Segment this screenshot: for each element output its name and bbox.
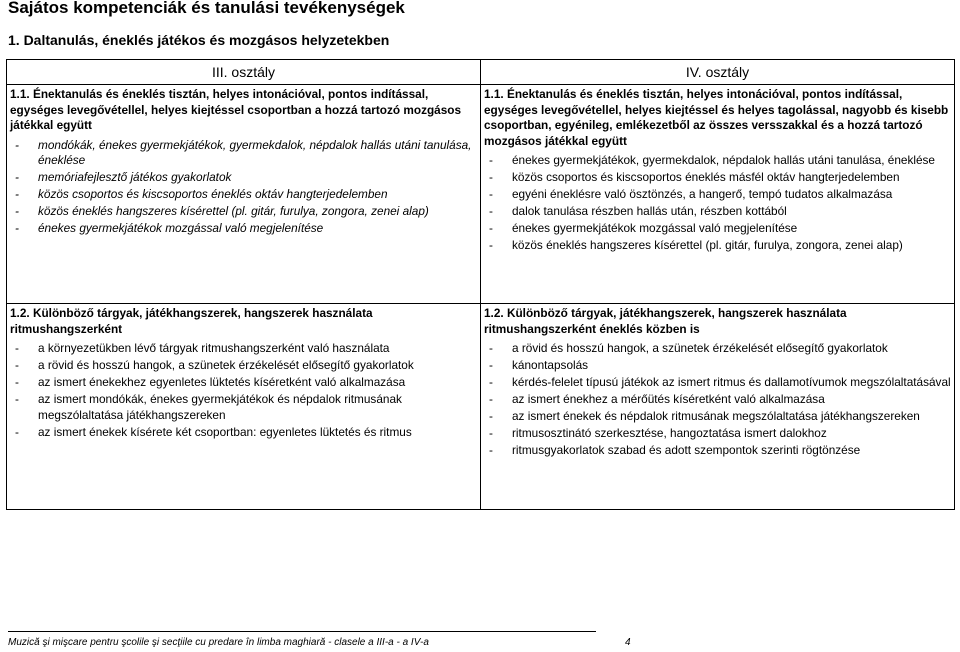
table-row	[7, 85, 955, 304]
block-title: 1.1. Énektanulás és éneklés tisztán, helyes intonációval, pontos indítással, egységes levegővétellel, helyes kiejtéssel csoportban a hozzá tartozó mozgásos játékkal együtt	[10, 87, 462, 132]
list-item: - énekes gyermekjátékok mozgással való megjelenítése	[484, 221, 951, 237]
list-item: - a rövid és hosszú hangok, a szünetek érzékelését elősegítő gyakorlatok	[10, 358, 477, 374]
activity-list	[10, 341, 477, 440]
column-header-grade-4: IV. osztály	[481, 60, 955, 85]
list-item: - kérdés-felelet típusú játékok az ismert ritmus és dallamotívumok megszólaltatásával	[484, 375, 951, 391]
column-header-grade-3: III. osztály	[7, 60, 481, 85]
footer-text: Muzică şi mişcare pentru şcolile şi secţiile cu predare în limba maghiară - clasele a III-a - a IV-a	[8, 637, 429, 648]
list-item: - memóriafejlesztő játékos gyakorlatok	[10, 170, 477, 186]
page-number: 4	[625, 637, 631, 648]
list-item: - közös éneklés hangszeres kísérettel (pl. gitár, furulya, zongora, zenei alap)	[484, 238, 951, 254]
list-item: - kánontapsolás	[484, 358, 951, 374]
block-title: 1.2. Különböző tárgyak, játékhangszerek, hangszerek használata ritmushangszerként	[10, 306, 373, 336]
list-item: - egyéni éneklésre való ösztönzés, a hangerő, tempó tudatos alkalmazása	[484, 187, 951, 203]
list-item: - mondókák, énekes gyermekjátékok, gyermekdalok, népdalok hallás utáni tanulása, éneklése	[10, 138, 477, 169]
list-item: - közös éneklés hangszeres kísérettel (pl. gitár, furulya, zongora, zenei alap)	[10, 204, 477, 220]
table-row	[7, 304, 955, 510]
list-item: - ritmusgyakorlatok szabad és adott szempontok szerinti rögtönzése	[484, 443, 951, 459]
list-item: - közös csoportos és kiscsoportos éneklés másfél oktáv hangterjedelemben	[484, 170, 951, 186]
grade-3-block-2	[7, 304, 481, 510]
block-title: 1.1. Énektanulás és éneklés tisztán, helyes intonációval, pontos indítással, egységes levegővétellel, helyes kiejtéssel és helyes tagolással, nagyobb és kisebb csoportban, egyénileg, emlékezetből az összes versszakkal és a hozzá tartozó mozgásos játékkal együtt	[484, 87, 949, 148]
list-item: - ritmusosztinátó szerkesztése, hangoztatása ismert dalokhoz	[484, 426, 951, 442]
activity-list	[10, 138, 477, 237]
page-title: Sajátos kompetenciák és tanulási tevékenységek	[8, 0, 405, 17]
grade-3-block-1	[7, 85, 481, 304]
header-row	[7, 60, 955, 85]
list-item: - az ismert énekekhez egyenletes lüktetés kíséretként való alkalmazása	[10, 375, 477, 391]
activity-list	[484, 153, 951, 254]
list-item: - közös csoportos és kiscsoportos éneklés oktáv hangterjedelemben	[10, 187, 477, 203]
list-item: - az ismert énekek kísérete két csoportban: egyenletes lüktetés és ritmus	[10, 425, 477, 441]
list-item: - énekes gyermekjátékok, gyermekdalok, népdalok hallás utáni tanulása, éneklése	[484, 153, 951, 169]
block-title: 1.2. Különböző tárgyak, játékhangszerek, hangszerek használata ritmushangszerként éneklés közben is	[484, 306, 847, 336]
list-item: - az ismert mondókák, énekes gyermekjátékok és népdalok ritmusának megszólaltatása játékhangszereken	[10, 392, 477, 423]
list-item: - a környezetükben lévő tárgyak ritmushangszerként való használata	[10, 341, 477, 357]
grade-4-block-2	[481, 304, 955, 510]
list-item: - a rövid és hosszú hangok, a szünetek érzékelését elősegítő gyakorlatok	[484, 341, 951, 357]
competency-table	[6, 59, 955, 510]
activity-list	[484, 341, 951, 459]
footer-divider	[8, 631, 596, 632]
section-title: 1. Daltanulás, éneklés játékos és mozgásos helyzetekben	[8, 32, 390, 48]
list-item: - dalok tanulása részben hallás után, részben kottából	[484, 204, 951, 220]
grade-4-block-1	[481, 85, 955, 304]
list-item: - az ismert énekek és népdalok ritmusának megszólaltatása játékhangszereken	[484, 409, 951, 425]
list-item: - az ismert énekhez a mérőütés kíséretként való alkalmazása	[484, 392, 951, 408]
list-item: - énekes gyermekjátékok mozgással való megjelenítése	[10, 221, 477, 237]
